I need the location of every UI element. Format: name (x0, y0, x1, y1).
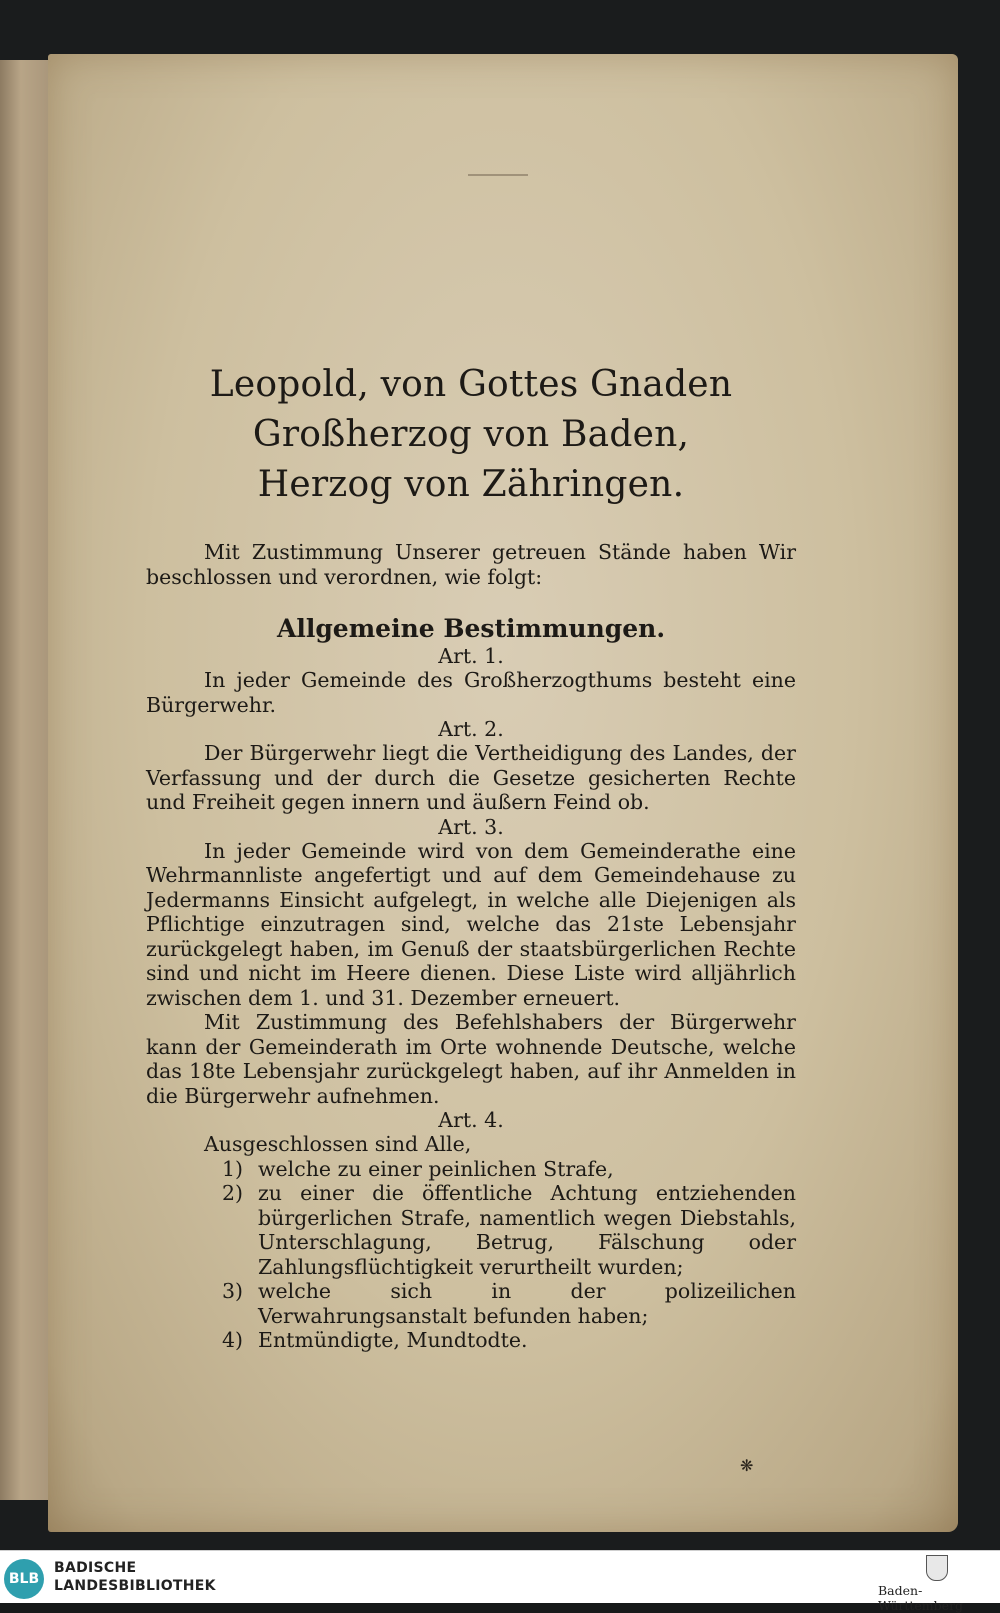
exclusion-intro: Ausgeschlossen sind Alle, (204, 1132, 472, 1156)
list-item (222, 1157, 796, 1182)
list-item-number: 2) (222, 1181, 244, 1205)
crest-icon (926, 1555, 948, 1581)
section-heading: Allgemeine Bestimmungen. (276, 614, 666, 643)
list-item-number: 4) (222, 1328, 244, 1352)
article-4 (146, 1108, 796, 1353)
article-paragraph: In jeder Gemeinde des Großherzogthums besteht eine Bürgerwehr. (146, 668, 796, 717)
list-item (222, 1279, 796, 1328)
library-name[interactable] (54, 1559, 216, 1595)
list-item (222, 1181, 796, 1279)
library-name-line-2: LANDESBIBLIOTHEK (54, 1578, 216, 1594)
list-item (222, 1328, 796, 1353)
document-title (146, 360, 796, 510)
list-item-text: welche sich in der polizeilichen Verwahrungsanstalt befunden haben; (258, 1279, 796, 1328)
article-1 (146, 644, 796, 717)
article-label: Art. 1. (438, 644, 504, 668)
page-number-mark (468, 174, 528, 176)
article-paragraph: Mit Zustimmung des Befehlshabers der Bürgerwehr kann der Gemeinderath im Orte wohnende Deutsche, welche das 18te Lebensjahr zurückgelegt haben, auf ihr Anmelden in die Bürgerwehr aufnehmen. (146, 1010, 796, 1108)
ornament-icon: ❋ (740, 1456, 754, 1475)
document-text (146, 360, 796, 1353)
list-item-text: zu einer die öffentliche Achtung entziehenden bürgerlichen Strafe, namentlich wegen Diebstahls, Unterschlagung, Betrug, Fälschung oder Zahlungsflüchtigkeit verurtheilt wurden; (258, 1181, 796, 1279)
article-paragraph: Der Bürgerwehr liegt die Vertheidigung des Landes, der Verfassung und der durch die Gesetze gesicherten Rechte und Freiheit gegen innern und äußern Feind ob. (146, 741, 796, 814)
previous-page-edge (0, 60, 54, 1500)
footer-bar (0, 1550, 1000, 1613)
article-paragraph: In jeder Gemeinde wird von dem Gemeinderathe eine Wehrmannliste angefertigt und auf dem Gemeindehause zu Jedermanns Einsicht aufgelegt, in welche alle Diejenigen als Pflichtige einzutragen sind, welche das 21ste Lebensjahr zurückgelegt haben, im Genuß der staatsbürgerlichen Rechte sind und nicht im Heere dienen. Diese Liste wird alljährlich zwischen dem 1. und 31. Dezember erneuert. (146, 838, 796, 1010)
list-item-number: 3) (222, 1279, 244, 1303)
article-3 (146, 815, 796, 1109)
article-2 (146, 717, 796, 815)
list-item-text: Entmündigte, Mundtodte. (258, 1328, 528, 1352)
article-label: Art. 4. (438, 1108, 504, 1132)
title-line-2: Herzog von Zähringen. (257, 464, 685, 505)
list-item-number: 1) (222, 1156, 244, 1181)
article-label: Art. 3. (438, 814, 504, 839)
library-name-line-1: BADISCHE (54, 1560, 137, 1576)
article-label: Art. 2. (438, 717, 504, 741)
blb-logo[interactable]: BLB (4, 1559, 44, 1599)
exclusion-list (146, 1157, 796, 1353)
list-item-text: welche zu einer peinlichen Strafe, (258, 1156, 614, 1181)
title-line-1: Leopold, von Gottes Gnaden Großherzog von Baden, (209, 364, 733, 455)
intro-paragraph: Mit Zustimmung Unserer getreuen Stände haben Wir beschlossen und verordnen, wie folgt: (146, 540, 796, 589)
state-name[interactable]: Baden-Württemberg (878, 1583, 964, 1613)
